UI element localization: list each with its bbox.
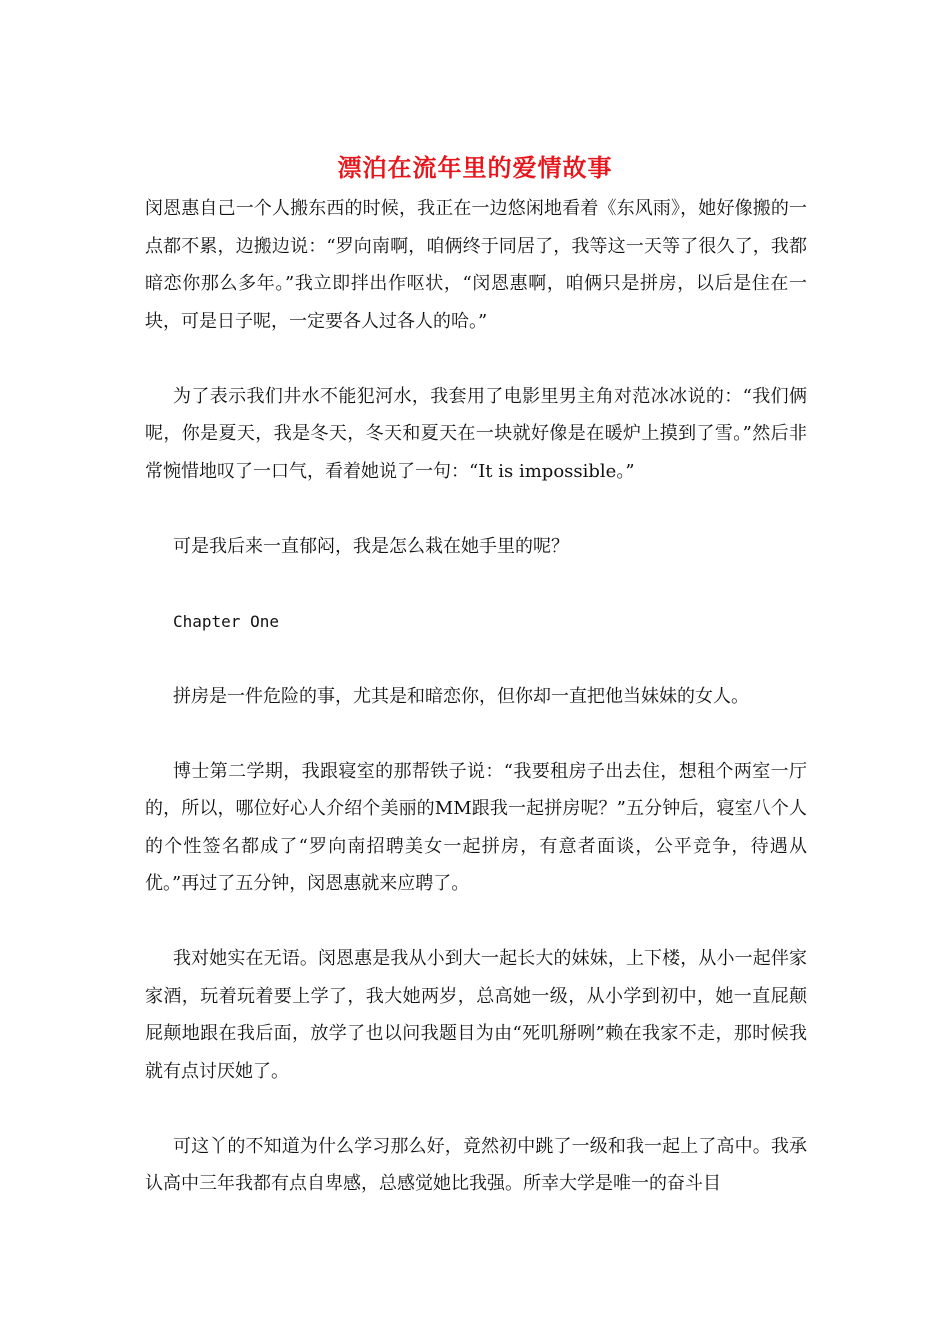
paragraph: 拼房是一件危险的事，尤其是和暗恋你，但你却一直把他当妹妹的女人。 bbox=[173, 685, 749, 707]
paragraph: 我对她实在无语。闵恩惠是我从小到大一起长大的妹妹，上下楼，从小一起伴家家酒，玩着玩着要上学了，我大她两岁，总高她一级，从小学到初中，她一直屁颠屁颠地跟在我后面，放学了也以问我题目为由“死叽掰咧”赖在我家不走，那时候我就有点讨厌她了。 bbox=[145, 948, 807, 1082]
document-title: 漂泊在流年里的爱情故事 bbox=[337, 153, 613, 182]
chapter-heading: Chapter One bbox=[173, 611, 279, 631]
paragraph: 为了表示我们井水不能犯河水，我套用了电影里男主角对范冰冰说的：“我们俩呢，你是夏天，我是冬天，冬天和夏天在一块就好像是在暖炉上摸到了雪。”然后非常惋惜地叹了一口气，看着她说了一句：“It is impossible。” bbox=[145, 385, 807, 482]
document-body bbox=[145, 190, 807, 1240]
paragraph: 可是我后来一直郁闷，我是怎么栽在她手里的呢？ bbox=[173, 535, 569, 557]
paragraph: 可这丫的不知道为什么学习那么好，竟然初中跳了一级和我一起上了高中。我承认高中三年我都有点自卑感，总感觉她比我强。所幸大学是唯一的奋斗目 bbox=[145, 1135, 807, 1194]
paragraph: 闵恩惠自己一个人搬东西的时候，我正在一边悠闲地看着《东风雨》，她好像搬的一点都不累，边搬边说：“罗向南啊，咱俩终于同居了，我等这一天等了很久了，我都暗恋你那么多年。”我立即拌出作呕状，“闵恩惠啊，咱俩只是拼房，以后是住在一块，可是日子呢，一定要各人过各人的哈。” bbox=[145, 198, 807, 332]
paragraph: 博士第二学期，我跟寝室的那帮铁子说：“我要租房子出去住，想租个两室一厅的，所以，哪位好心人介绍个美丽的MM跟我一起拼房呢？”五分钟后，寝室八个人的个性签名都成了“罗向南招聘美女一起拼房，有意者面谈，公平竞争，待遇从优。”再过了五分钟，闵恩惠就来应聘了。 bbox=[145, 760, 807, 894]
